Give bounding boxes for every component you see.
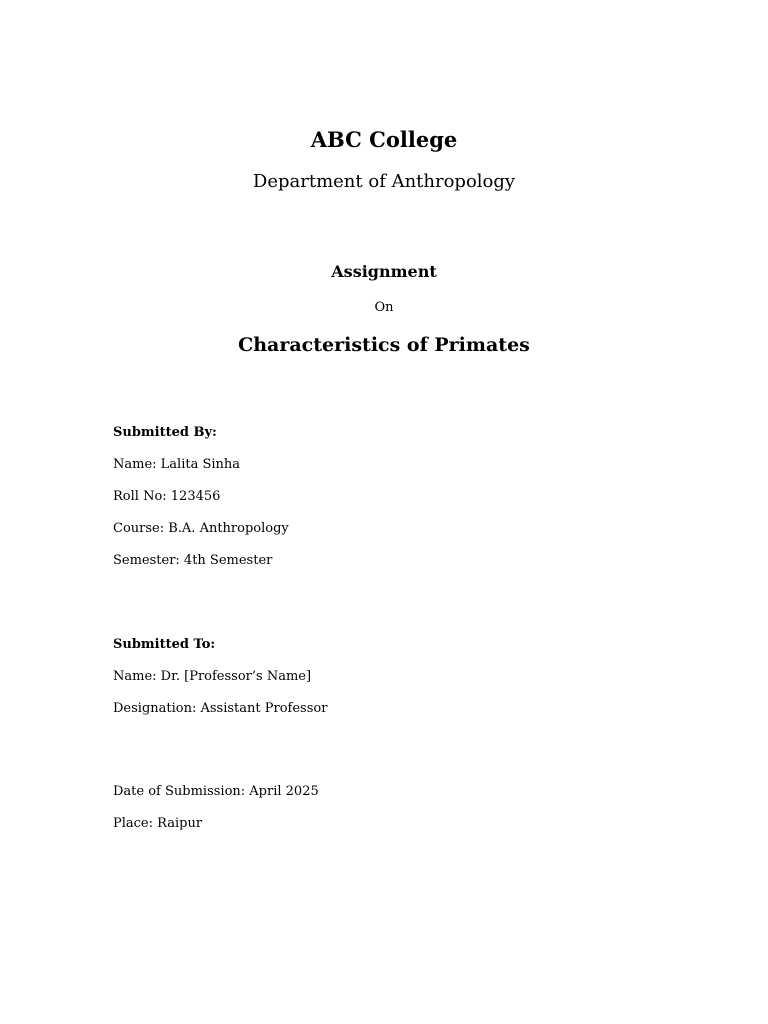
submitted-to-heading: Submitted To:	[113, 637, 216, 652]
course: Course: B.A. Anthropology	[113, 521, 289, 536]
roll-number: Roll No: 123456	[113, 489, 221, 504]
department-name: Department of Anthropology	[252, 171, 516, 192]
submitted-by-heading: Submitted By:	[113, 425, 217, 440]
assignment-label: Assignment	[331, 262, 437, 281]
professor-name: Name: Dr. [Professor’s Name]	[113, 669, 312, 684]
student-name: Name: Lalita Sinha	[113, 457, 241, 472]
semester: Semester: 4th Semester	[113, 553, 273, 568]
submission-place: Place: Raipur	[113, 816, 203, 831]
assignment-connector: On	[374, 300, 394, 315]
professor-designation: Designation: Assistant Professor	[113, 701, 328, 716]
college-name: ABC College	[310, 127, 458, 152]
assignment-topic: Characteristics of Primates	[238, 334, 530, 356]
submission-date: Date of Submission: April 2025	[113, 784, 319, 799]
